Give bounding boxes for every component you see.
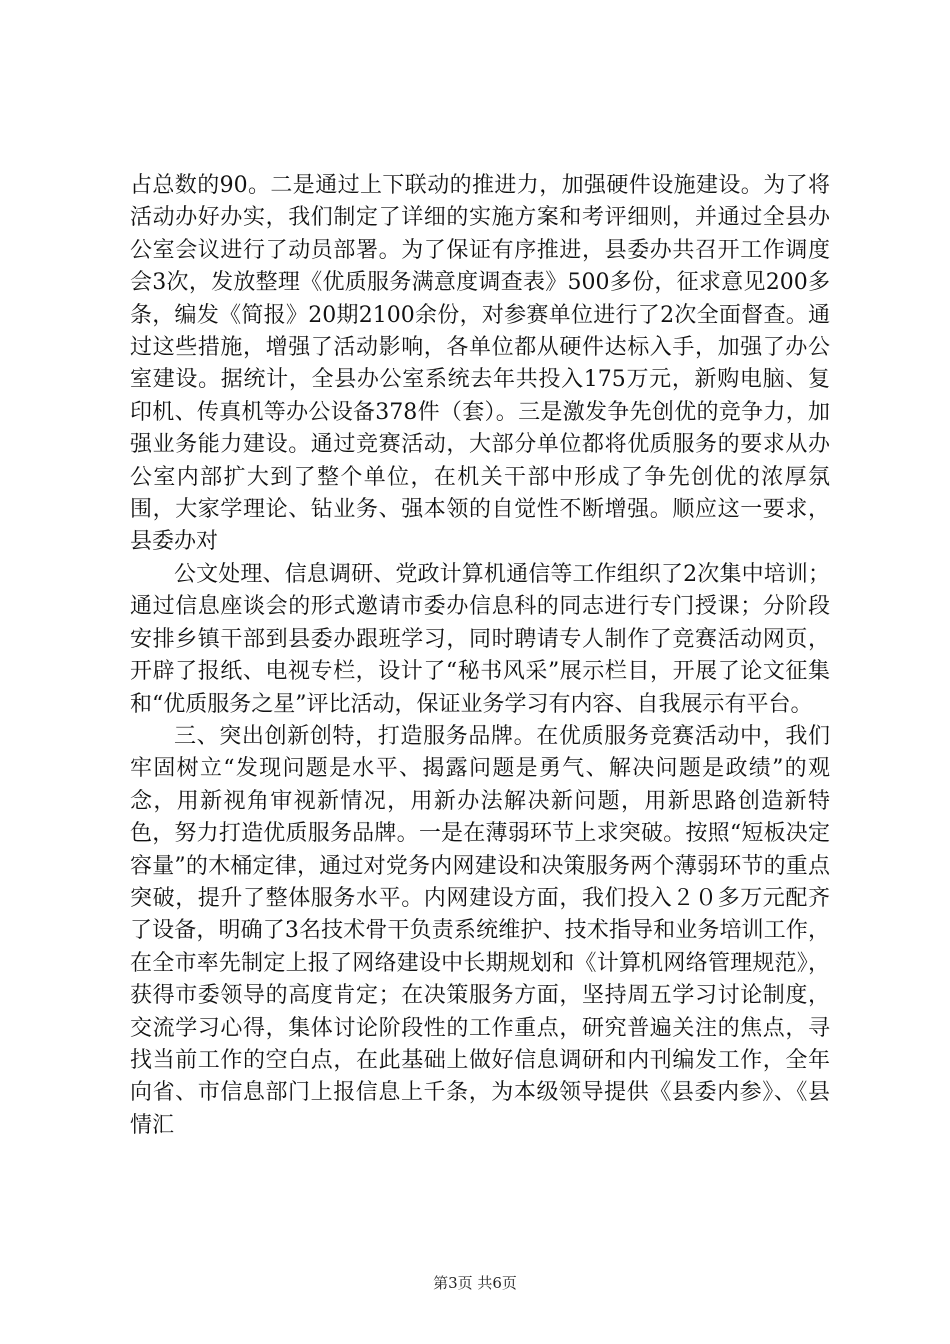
page-number-footer: 第3页 共6页 <box>433 1274 517 1292</box>
paragraph-1: 占总数的90。二是通过上下联动的推进力，加强硬件设施建设。为了将活动办好办实，我们制定了详细的实施方案和考评细则，并通过全县办公室会议进行了动员部署。为了保证有序推进，县委办共召开工作调度会3次，发放整理《优质服务满意度调查表》500多份，征求意见200多条，编发《简报》20期2100余份，对参赛单位进行了2次全面督查。通过这些措施，增强了活动影响，各单位都从硬件达标入手，加强了办公室建设。据统计，全县办公室系统去年共投入175万元，新购电脑、复印机、传真机等办公设备378件（套）。三是激发争先创优的竞争力，加强业务能力建设。通过竞赛活动，大部分单位都将优质服务的要求从办公室内部扩大到了整个单位，在机关干部中形成了争先创优的浓厚氛围，大家学理论、钻业务、强本领的自觉性不断增强。顺应这一要求，县委办对 <box>130 173 830 555</box>
paragraph-2: 公文处理、信息调研、党政计算机通信等工作组织了2次集中培训；通过信息座谈会的形式邀请市委办信息科的同志进行专门授课；分阶段安排乡镇干部到县委办跟班学习，同时聘请专人制作了竞赛活动网页，开辟了报纸、电视专栏，设计了“秘书风采”展示栏目，开展了论文征集和“优质服务之星”评比活动，保证业务学习有内容、自我展示有平台。 <box>130 561 830 717</box>
document-body <box>130 170 830 1142</box>
paragraph-3: 三、突出创新创特，打造服务品牌。在优质服务竞赛活动中，我们牢固树立“发现问题是水平、揭露问题是勇气、解决问题是政绩”的观念，用新视角审视新情况，用新办法解决新问题，用新思路创造新特色，努力打造优质服务品牌。一是在薄弱环节上求突破。按照“短板决定容量”的木桶定律，通过对党务内网建设和决策服务两个薄弱环节的重点突破，提升了整体服务水平。内网建设方面，我们投入２０多万元配齐了设备，明确了3名技术骨干负责系统维护、技术指导和业务培训工作，在全市率先制定上报了网络建设中长期规划和《计算机网络管理规范》，获得市委领导的高度肯定；在决策服务方面，坚持周五学习讨论制度，交流学习心得，集体讨论阶段性的工作重点，研究普遍关注的焦点，寻找当前工作的空白点，在此基础上做好信息调研和内刊编发工作，全年向省、市信息部门上报信息上千条，为本级领导提供《县委内参》、《县情汇 <box>130 723 830 1138</box>
